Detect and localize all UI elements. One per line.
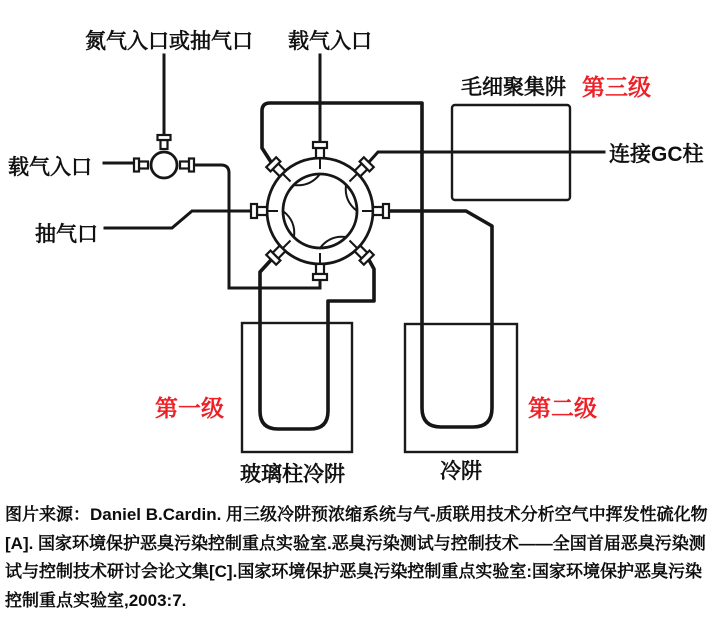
label-stage2: 第二级 — [528, 395, 597, 421]
citation-line: 控制重点实验室,2003:7. — [5, 590, 187, 610]
citation-line: 试与控制技术研讨会论文集[C].国家环境保护恶臭污染控制重点实验室:国家环境保护恶臭污染 — [5, 562, 702, 582]
label-trap2: 冷阱 — [440, 460, 482, 483]
valve-port-fitting-n — [313, 142, 327, 158]
label-nitrogen-inlet: 氮气入口或抽气口 — [85, 30, 253, 53]
ne-to-gc-line — [369, 152, 604, 162]
valve-port-fitting-s — [313, 264, 327, 280]
three-way-valve-right-fitting — [180, 159, 194, 172]
three-way-valve — [134, 135, 194, 178]
valve-port-fitting-w — [251, 204, 267, 218]
trap1-loop-tube — [260, 260, 374, 429]
label-trap1: 玻璃柱冷阱 — [240, 463, 345, 486]
label-stage3: 第三级 — [582, 74, 651, 100]
label-carrier-inlet-top: 载气入口 — [288, 30, 372, 53]
citation-line: 图片来源：Daniel B.Cardin. 用三级冷阱预浓缩系统与气-质联用技术分析空气中挥发性硫化物 — [5, 505, 708, 524]
three-way-valve-left-fitting — [134, 159, 148, 172]
label-capillary-trap: 毛细聚集阱 — [461, 76, 566, 99]
valve-port-fitting-e — [373, 204, 389, 218]
label-stage1: 第一级 — [155, 395, 224, 421]
eight-port-valve — [251, 142, 389, 280]
three-way-valve-body — [151, 152, 177, 178]
citation-line: [A]. 国家环境保护恶臭污染控制重点实验室.恶臭污染测试与控制技术——全国首届恶臭污染测 — [5, 533, 706, 553]
label-gc-column: 连接GC柱 — [609, 143, 704, 166]
label-carrier-inlet-left: 载气入口 — [8, 156, 92, 179]
citation-block — [5, 501, 723, 615]
label-pump-port: 抽气口 — [35, 223, 98, 246]
three-way-valve-top-fitting — [158, 135, 171, 149]
